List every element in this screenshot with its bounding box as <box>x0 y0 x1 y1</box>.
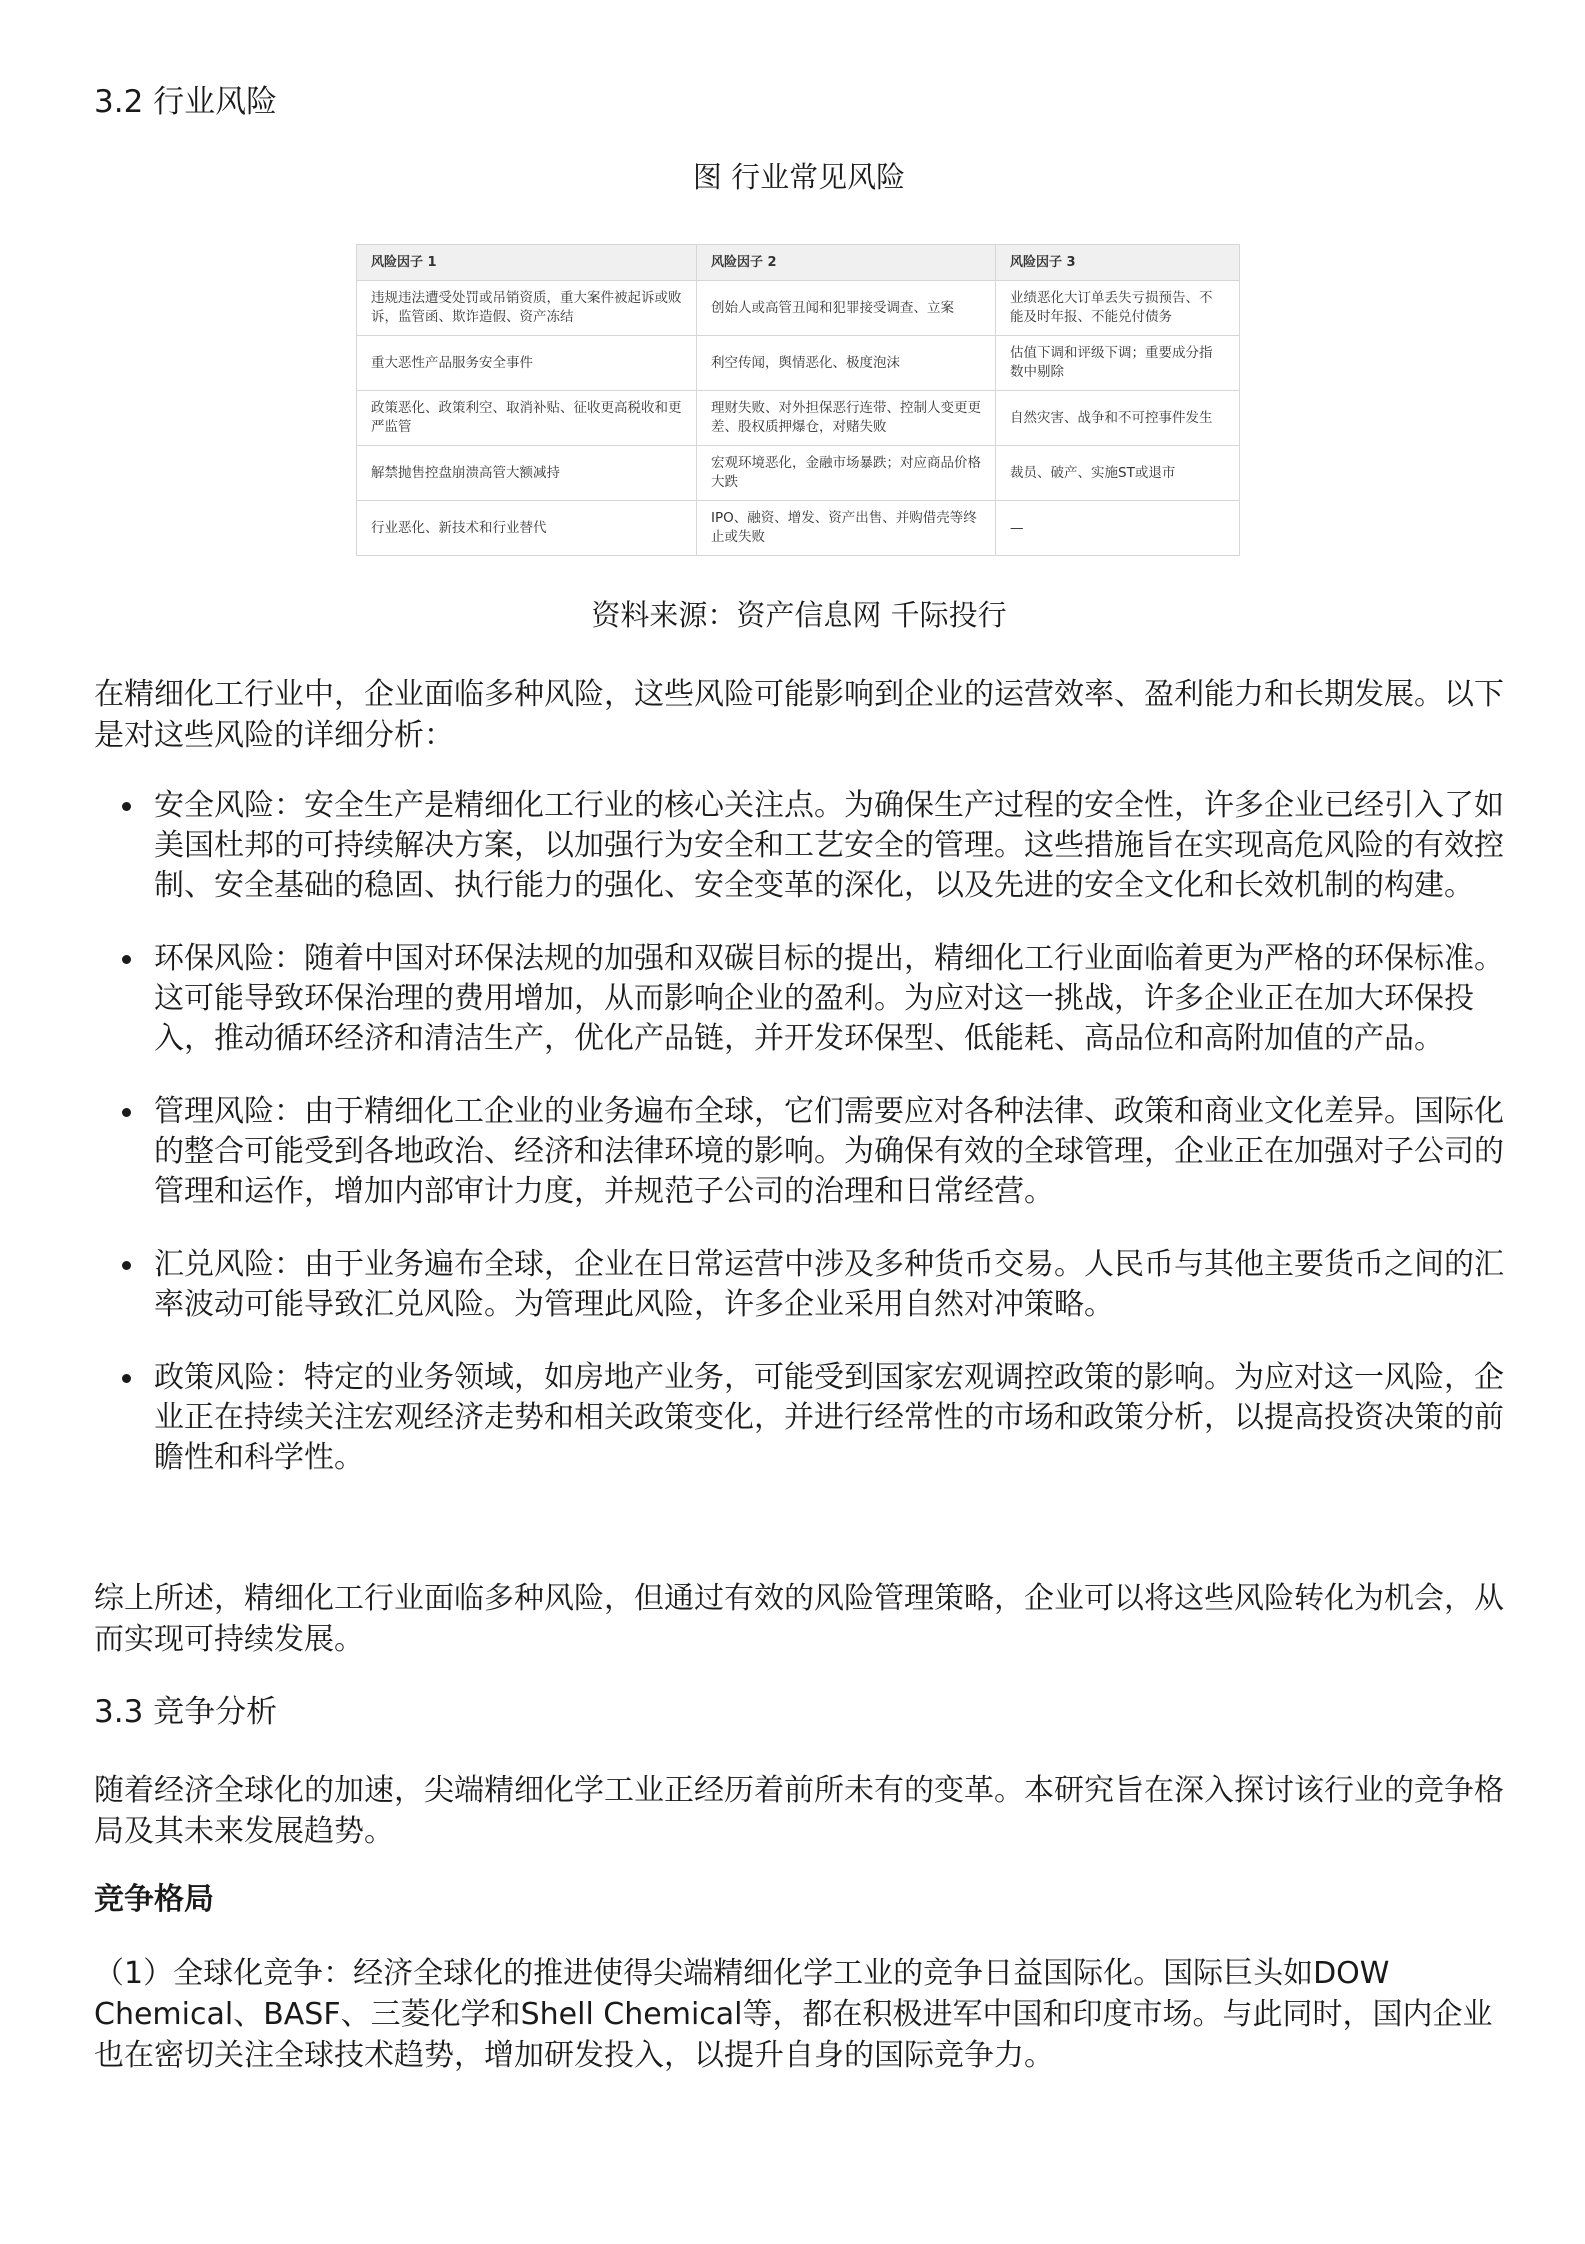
table-row <box>357 446 1240 501</box>
figure-source: 资料来源：资产信息网 千际投行 <box>591 598 1007 632</box>
table-cell: 裁员、破产、实施ST或退市 <box>996 446 1240 501</box>
competition-intro-paragraph: 随着经济全球化的加速，尖端精细化学工业正经历着前所未有的变革。本研究旨在深入探讨该行业的竞争格局及其未来发展趋势。 <box>94 1773 1504 1849</box>
globalization-paragraph: （1）全球化竞争：经济全球化的推进使得尖端精细化学工业的竞争日益国际化。国际巨头如DOW Chemical、BASF、三菱化学和Shell Chemical等，都在积极进军中国和印度市场。与此同时，国内企业也在密切关注全球技术趋势，增加研发投入，以提升自身的国际竞争力。 <box>94 1956 1493 2073</box>
subheading-competition-landscape: 竞争格局 <box>94 1882 214 1917</box>
table-cell: 理财失败、对外担保恶行连带、控制人变更更差、股权质押爆仓，对赌失败 <box>697 391 996 446</box>
intro-paragraph: 在精细化工行业中，企业面临多种风险，这些风险可能影响到企业的运营效率、盈利能力和长期发展。以下是对这些风险的详细分析： <box>94 677 1504 753</box>
table-cell: 估值下调和评级下调；重要成分指数中剔除 <box>996 336 1240 391</box>
table-cell: 创始人或高管丑闻和犯罪接受调查、立案 <box>697 281 996 336</box>
table-cell: — <box>996 501 1240 556</box>
figure-caption: 图 行业常见风险 <box>692 160 906 194</box>
bullet-icon <box>122 802 131 811</box>
table-header-cell: 风险因子 3 <box>996 245 1240 281</box>
bullet-icon <box>122 1261 131 1270</box>
table-header-row <box>357 245 1240 281</box>
table-row <box>357 501 1240 556</box>
list-item-text: 环保风险：随着中国对环保法规的加强和双碳目标的提出，精细化工行业面临着更为严格的环保标准。这可能导致环保治理的费用增加，从而影响企业的盈利。为应对这一挑战，许多企业正在加大环保投入，推动循环经济和清洁生产，优化产品链，并开发环保型、低能耗、高品位和高附加值的产品。 <box>154 941 1504 1056</box>
table-cell: 业绩恶化大订单丢失亏损预告、不能及时年报、不能兑付债务 <box>996 281 1240 336</box>
table-cell: 利空传闻，舆情恶化、极度泡沫 <box>697 336 996 391</box>
table-row <box>357 391 1240 446</box>
list-item <box>94 939 1504 1059</box>
risk-table <box>356 244 1240 556</box>
summary-paragraph: 综上所述，精细化工行业面临多种风险，但通过有效的风险管理策略，企业可以将这些风险转化为机会，从而实现可持续发展。 <box>94 1581 1504 1657</box>
table-cell: 自然灾害、战争和不可控事件发生 <box>996 391 1240 446</box>
list-item <box>94 1358 1504 1478</box>
table-cell: 重大恶性产品服务安全事件 <box>357 336 697 391</box>
table-header-cell: 风险因子 2 <box>697 245 996 281</box>
bullet-icon <box>122 1108 131 1117</box>
table-cell: 违规违法遭受处罚或吊销资质，重大案件被起诉或败诉，监管函、欺诈造假、资产冻结 <box>357 281 697 336</box>
table-cell: 解禁抛售控盘崩溃高管大额减持 <box>357 446 697 501</box>
list-item-text: 安全风险：安全生产是精细化工行业的核心关注点。为确保生产过程的安全性，许多企业已经引入了如美国杜邦的可持续解决方案，以加强行为安全和工艺安全的管理。这些措施旨在实现高危风险的有效控制、安全基础的稳固、执行能力的强化、安全变革的深化，以及先进的安全文化和长效机制的构建。 <box>154 788 1504 903</box>
risk-table-container <box>356 244 1240 556</box>
list-item-text: 管理风险：由于精细化工企业的业务遍布全球，它们需要应对各种法律、政策和商业文化差异。国际化的整合可能受到各地政治、经济和法律环境的影响。为确保有效的全球管理，企业正在加强对子公司的管理和运作，增加内部审计力度，并规范子公司的治理和日常经营。 <box>154 1094 1504 1209</box>
table-row <box>357 336 1240 391</box>
list-item <box>94 1245 1504 1325</box>
table-cell: 宏观环境恶化，金融市场暴跌；对应商品价格大跌 <box>697 446 996 501</box>
table-cell: 政策恶化、政策利空、取消补贴、征收更高税收和更严监管 <box>357 391 697 446</box>
table-cell: 行业恶化、新技术和行业替代 <box>357 501 697 556</box>
risk-bullet-list <box>94 786 1504 1511</box>
bullet-icon <box>122 1374 131 1383</box>
table-cell: IPO、融资、增发、资产出售、并购借壳等终止或失败 <box>697 501 996 556</box>
bullet-icon <box>122 955 131 964</box>
table-header-cell: 风险因子 1 <box>357 245 697 281</box>
list-item <box>94 786 1504 906</box>
list-item-text: 汇兑风险：由于业务遍布全球，企业在日常运营中涉及多种货币交易。人民币与其他主要货币之间的汇率波动可能导致汇兑风险。为管理此风险，许多企业采用自然对冲策略。 <box>154 1247 1504 1322</box>
section-heading-3-3: 3.3 竞争分析 <box>94 1694 278 1730</box>
list-item <box>94 1092 1504 1212</box>
list-item-text: 政策风险：特定的业务领域，如房地产业务，可能受到国家宏观调控政策的影响。为应对这一风险，企业正在持续关注宏观经济走势和相关政策变化，并进行经常性的市场和政策分析，以提高投资决策的前瞻性和科学性。 <box>154 1360 1504 1475</box>
section-heading-3-2: 3.2 行业风险 <box>94 84 278 120</box>
table-row <box>357 281 1240 336</box>
